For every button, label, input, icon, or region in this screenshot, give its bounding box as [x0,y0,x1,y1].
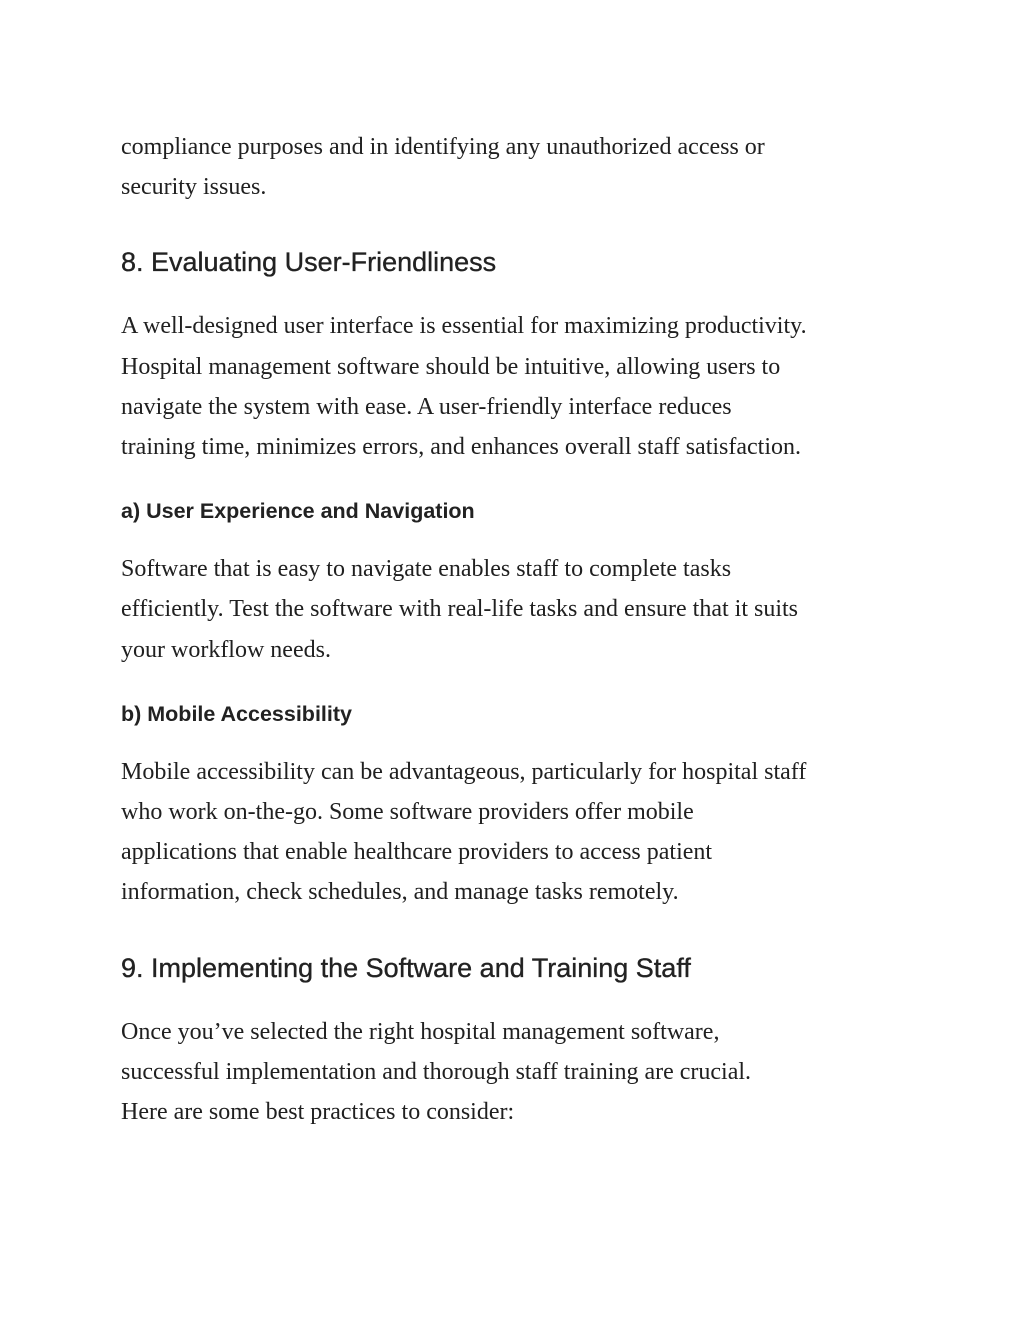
paragraph-line: navigate the system with ease. A user-friendly interface reduces [121,393,732,420]
paragraph-line: security issues. [121,174,267,201]
paragraph-line: who work on-the-go. Some software providers offer mobile [121,799,694,826]
paragraph-line: A well-designed user interface is essential for maximizing productivity. [121,313,807,340]
paragraph-line: Here are some best practices to consider: [121,1099,515,1126]
section-8-paragraph [121,306,921,467]
paragraph-line: compliance purposes and in identifying any unauthorized access or [121,134,765,160]
paragraph-line: Hospital management software should be intuitive, allowing users to [121,353,781,380]
subsection-a-heading: a) User Experience and Navigation [121,499,475,524]
subsection-b-paragraph [121,752,921,913]
document-page [121,127,921,1132]
subsection-a-paragraph [121,549,921,670]
paragraph-line: training time, minimizes errors, and enhances overall staff satisfaction. [121,434,802,461]
section-8-heading: 8. Evaluating User-Friendliness [121,247,497,278]
section-9-heading: 9. Implementing the Software and Training Staff [121,952,691,983]
paragraph-line: Software that is easy to navigate enables staff to complete tasks [121,556,732,583]
paragraph-line: efficiently. Test the software with real-life tasks and ensure that it suits [121,596,799,623]
paragraph-line: successful implementation and thorough staff training are crucial. [121,1058,752,1085]
paragraph-line: Mobile accessibility can be advantageous, particularly for hospital staff [121,758,807,785]
paragraph-line: Once you’ve selected the right hospital management software, [121,1018,720,1045]
paragraph-line: your workflow needs. [121,636,331,663]
paragraph-line: information, check schedules, and manage tasks remotely. [121,879,679,906]
subsection-b-heading: b) Mobile Accessibility [121,701,352,726]
paragraph-line: applications that enable healthcare providers to access patient [121,839,713,866]
intro-paragraph [121,127,921,207]
section-9-paragraph [121,1012,921,1133]
